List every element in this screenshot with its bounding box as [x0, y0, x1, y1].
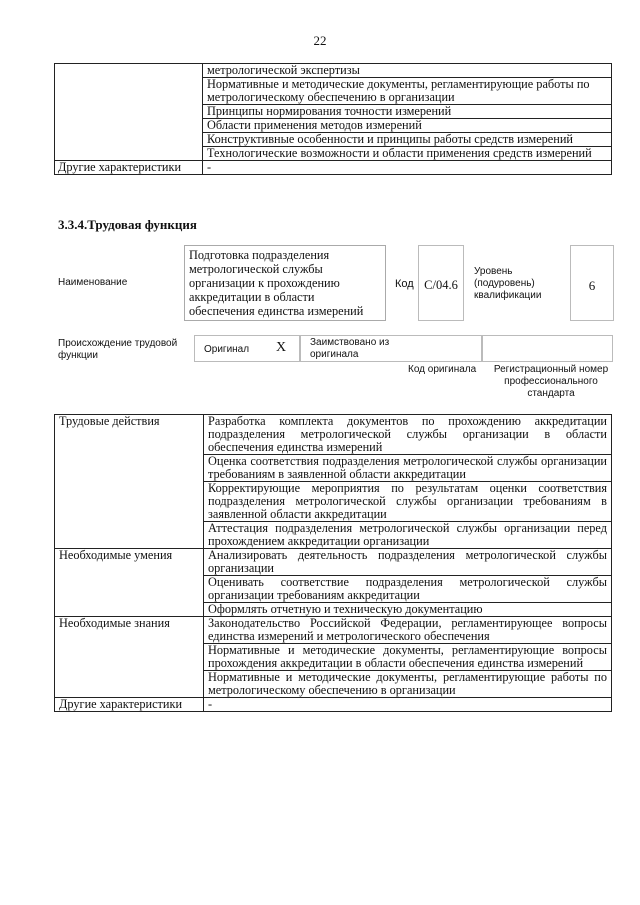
- table-row: Нормативные и методические документы, регламентирующие вопросы прохождения аккредитации в области обеспечения единства измерений: [204, 644, 612, 671]
- table-row: Аттестация подразделения метрологической службы организации перед прохождением аккредитации организации: [204, 522, 612, 549]
- table-row: Принципы нормирования точности измерений: [203, 105, 612, 119]
- code-value: С/04.6: [424, 278, 458, 292]
- table-row: Оценивать соответствие подразделения метрологической службы организации требованиям аккредитации: [204, 576, 612, 603]
- labor-actions-label: Трудовые действия: [55, 415, 204, 549]
- name-box: [184, 245, 386, 321]
- function-name: Подготовка подразделения метрологической службы организации к прохождению аккредитации в области обеспечения единства измерений: [189, 248, 364, 318]
- table-row: Анализировать деятельность подразделения метрологической службы организации: [204, 549, 612, 576]
- table-row: Нормативные и методические документы, регламентирующие работы по метрологическому обеспечению в организации: [203, 78, 612, 105]
- original-mark: X: [276, 340, 287, 355]
- code-box: [418, 245, 464, 321]
- table-row: Разработка комплекта документов по прохождению аккредитации подразделения метрологической службы организации в области обеспечения единства измерений: [204, 415, 612, 455]
- level-label: Уровень (подуровень) квалификации: [474, 266, 542, 301]
- level-value: 6: [588, 278, 596, 293]
- table-row: Технологические возможности и области применения средств измерений: [203, 147, 612, 161]
- table-row: Оформлять отчетную и техническую документацию: [204, 603, 612, 617]
- other-characteristics-value: -: [203, 161, 612, 175]
- empty-label-cell: [55, 64, 203, 161]
- level-box: [570, 245, 614, 321]
- table-row: Области применения методов измерений: [203, 119, 612, 133]
- original-label: Оригинал: [204, 344, 250, 355]
- table-row: Конструктивные особенности и принципы работы средств измерений: [203, 133, 612, 147]
- section-title: 3.3.4.Трудовая функция: [58, 217, 197, 232]
- page-number: 22: [313, 33, 327, 48]
- table-row: Оценка соответствия подразделения метрологической службы организации требованиям в заявленной области аккредитации: [204, 455, 612, 482]
- other-characteristics-label: Другие характеристики: [55, 161, 203, 175]
- knowledge-label: Необходимые знания: [55, 617, 204, 698]
- reg-number-caption: Регистрационный номер профессионального стандарта: [493, 364, 609, 399]
- table-row: Законодательство Российской Федерации, регламентирующее вопросы единства измерений и метрологического обеспечения: [204, 617, 612, 644]
- table-row: Корректирующие мероприятия по результатам оценки соответствия подразделения метрологической службы организации требованиям в заявленной области аккредитации: [204, 482, 612, 522]
- reg-number-cell: [482, 335, 613, 362]
- name-label: Наименование: [58, 277, 128, 288]
- code-original-caption: Код оригинала: [408, 364, 477, 375]
- knowledge-table-continued: [54, 63, 612, 175]
- borrowed-label: Заимствовано из оригинала: [310, 337, 390, 360]
- code-label: Код: [395, 278, 414, 290]
- skills-label: Необходимые умения: [55, 549, 204, 617]
- other-characteristics-value: -: [204, 698, 612, 712]
- other-characteristics-label: Другие характеристики: [55, 698, 204, 712]
- table-row: метрологической экспертизы: [203, 64, 612, 78]
- table-row: Нормативные и методические документы, регламентирующие работы по метрологическому обеспечению в организации: [204, 671, 612, 698]
- function-details-table: [54, 414, 612, 712]
- origin-label: Происхождение трудовой функции: [58, 338, 178, 361]
